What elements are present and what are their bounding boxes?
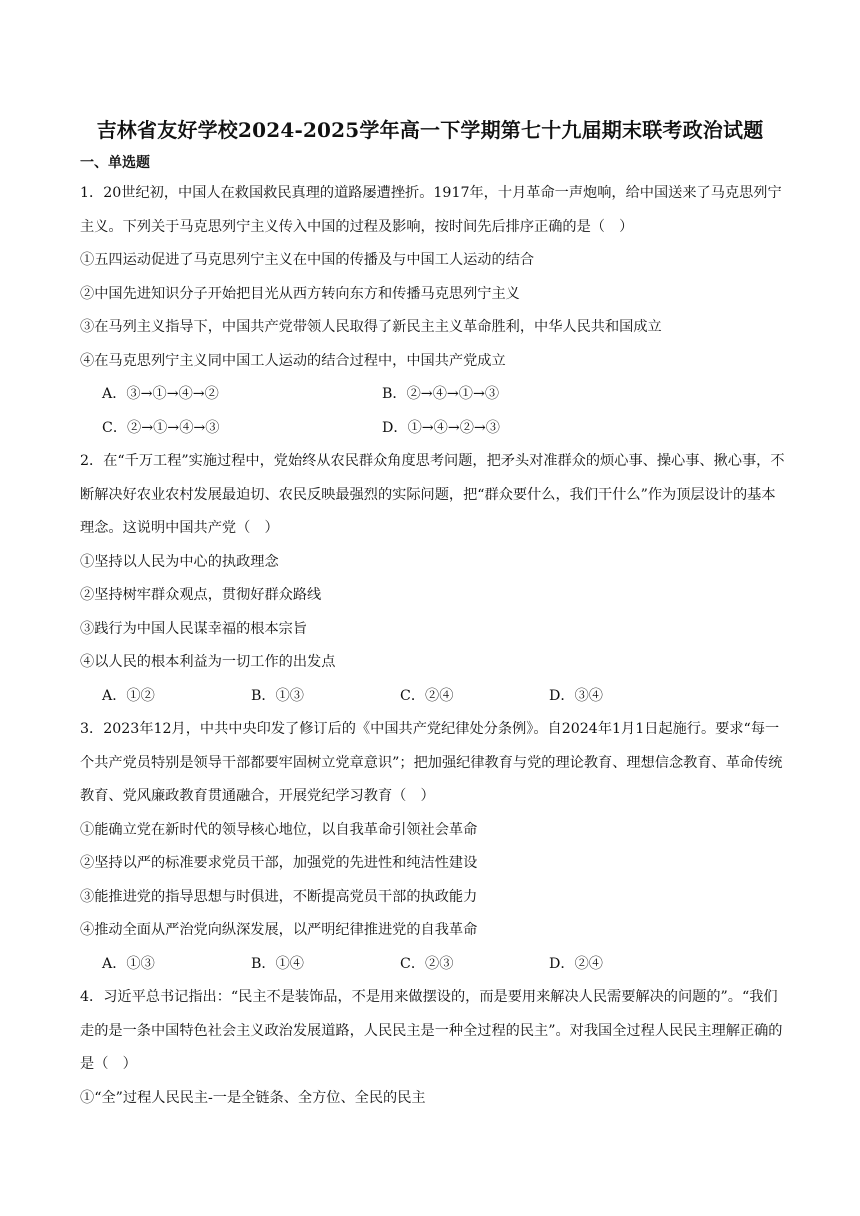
statement: ②坚持树牢群众观点，贯彻好群众路线 bbox=[80, 587, 322, 603]
option-b: B．②→④→①→③ bbox=[382, 386, 500, 402]
option-b: B．①③ bbox=[251, 687, 304, 704]
question-stem: 2．在“千万工程”实施过程中，党始终从农民群众角度思考问题，把矛头对准群众的烦心事、操心事、揪心事，不断解决好农业农村发展最迫切、农民反映最强烈的实际问题，把“群众要什么，我们干什么”作为顶层设计的基本理念。这说明中国共产党（ ） bbox=[80, 453, 785, 536]
question-list bbox=[80, 177, 785, 1115]
statement: ③在马列主义指导下，中国共产党带领人民取得了新民主主义革命胜利，中华人民共和国成立 bbox=[80, 319, 662, 335]
options-row bbox=[80, 680, 785, 714]
question-4 bbox=[80, 981, 785, 1115]
option-a: A．①③ bbox=[102, 955, 155, 972]
option-d: D．①→④→②→③ bbox=[382, 419, 500, 436]
question-1 bbox=[80, 177, 785, 445]
statement: ④推动全面从严治党向纵深发展，以严明纪律推进党的自我革命 bbox=[80, 922, 478, 938]
statement: ③能推进党的指导思想与时俱进，不断提高党员干部的执政能力 bbox=[80, 888, 478, 905]
question-stem: 1．20世纪初，中国人在救国救民真理的道路屡遭挫折。1917年，十月革命一声炮响，给中国送来了马克思列宁主义。下列关于马克思列宁主义传入中国的过程及影响，按时间先后排序正确的是（ ） bbox=[80, 185, 782, 235]
options-row bbox=[80, 378, 785, 412]
statement: ④以人民的根本利益为一切工作的出发点 bbox=[80, 654, 336, 670]
option-c: C．②④ bbox=[400, 687, 454, 704]
statement: ①五四运动促进了马克思列宁主义在中国的传播及与中国工人运动的结合 bbox=[80, 252, 535, 268]
question-2 bbox=[80, 445, 785, 713]
statement: ②中国先进知识分子开始把目光从西方转向东方和传播马克思列宁主义 bbox=[80, 285, 520, 302]
option-a: A．③→①→④→② bbox=[102, 386, 219, 402]
statement: ④在马克思列宁主义同中国工人运动的结合过程中，中国共产党成立 bbox=[80, 352, 506, 369]
statement: ②坚持以严的标准要求党员干部，加强党的先进性和纯洁性建设 bbox=[80, 855, 478, 871]
statement: ①坚持以人民为中心的执政理念 bbox=[80, 553, 279, 570]
option-b: B．①④ bbox=[251, 955, 304, 972]
statement: ③践行为中国人民谋幸福的根本宗旨 bbox=[80, 620, 308, 637]
option-c: C．②③ bbox=[400, 955, 454, 972]
question-stem: 3．2023年12月，中共中央印发了修订后的《中国共产党纪律处分条例》。自2024年1月1日起施行。要求“每一个共产党员特别是领导干部都要牢固树立党章意识”；把加强纪律教育与党的理论教育、理想信念教育、革命传统教育、党风廉政教育贯通融合，开展党纪学习教育（ ） bbox=[80, 721, 783, 804]
statement: ①能确立党在新时代的领导核心地位，以自我革命引领社会革命 bbox=[80, 821, 478, 838]
page-title: 吉林省友好学校2024-2025学年高一下学期第七十九届期末联考政治试题 bbox=[96, 118, 764, 142]
option-d: D．②④ bbox=[549, 955, 603, 972]
section-heading: 一、单选题 bbox=[80, 155, 150, 171]
question-3 bbox=[80, 713, 785, 981]
option-a: A．①② bbox=[102, 687, 155, 704]
statement: ①“全”过程人民民主-一是全链条、全方位、全民的民主 bbox=[80, 1089, 426, 1106]
option-c: C．②→①→④→③ bbox=[102, 419, 220, 436]
question-stem: 4．习近平总书记指出：“民主不是装饰品，不是用来做摆设的，而是要用来解决人民需要解决的问题的”。“我们走的是一条中国特色社会主义政治发展道路，人民民主是一种全过程的民主”。对我国全过程人民民主理解正确的是（ ） bbox=[80, 989, 783, 1072]
options-row bbox=[80, 412, 785, 446]
options-row bbox=[80, 948, 785, 982]
option-d: D．③④ bbox=[549, 687, 603, 704]
